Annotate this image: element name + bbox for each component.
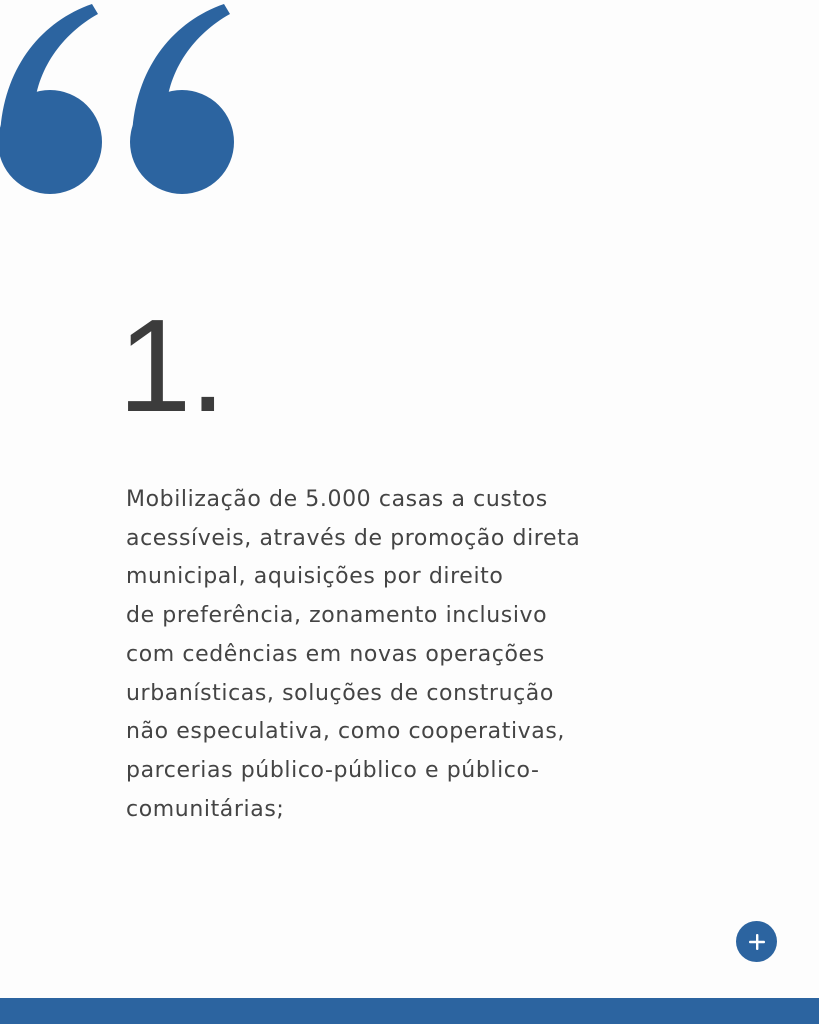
bottom-accent-bar bbox=[0, 998, 819, 1024]
item-description: Mobilização de 5.000 casas a custos acessíveis, através de promoção direta municipal, aquisições por direito de preferência, zonamento inclusivo com cedências em novas operações urbanísticas, soluções de construção não especulativa, como cooperativas, parcerias público-público e público- comunitárias; bbox=[126, 487, 581, 822]
item-number: 1. bbox=[118, 292, 225, 439]
plus-icon bbox=[747, 932, 767, 952]
quote-icon bbox=[0, 0, 260, 200]
expand-button[interactable] bbox=[736, 921, 777, 962]
